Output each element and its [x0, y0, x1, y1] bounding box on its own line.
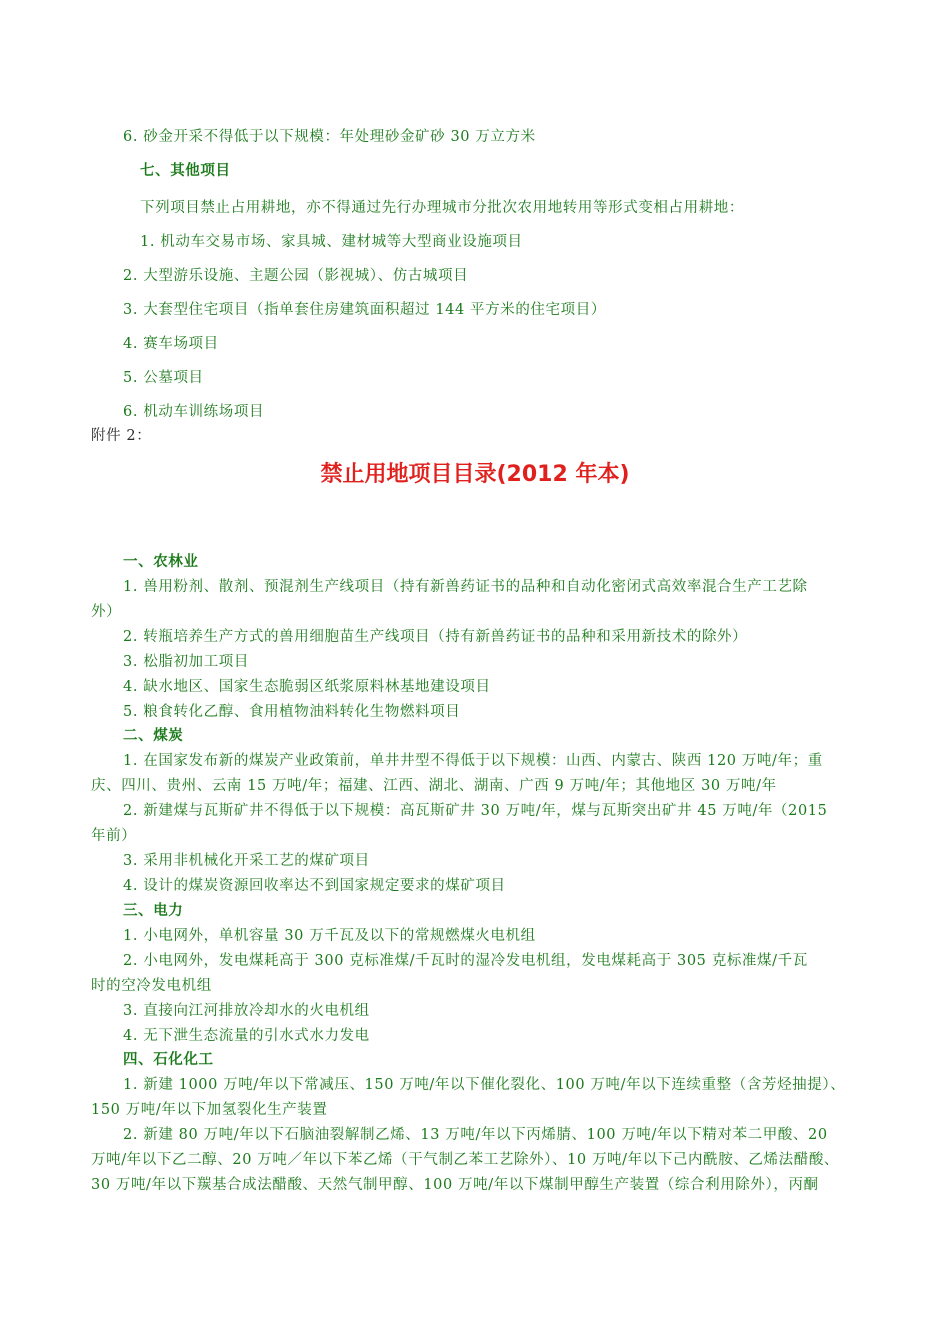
attachment-label: 附件 2：	[91, 428, 152, 444]
coal-line: 1. 在国家发布新的煤炭产业政策前，单井井型不得低于以下规模：山西、内蒙古、陕西 120 万吨/年；重	[123, 753, 823, 769]
list-item: 3. 大套型住宅项目（指单套住房建筑面积超过 144 平方米的住宅项目）	[123, 302, 606, 318]
power-line: 4. 无下泄生态流量的引水式水力发电	[123, 1028, 370, 1044]
heading-petrochem: 四、石化化工	[123, 1052, 214, 1068]
coal-line: 2. 新建煤与瓦斯矿井不得低于以下规模：高瓦斯矿井 30 万吨/年，煤与瓦斯突出矿井 45 万吨/年（2015	[123, 803, 828, 819]
coal-line: 4. 设计的煤炭资源回收率达不到国家规定要求的煤矿项目	[123, 878, 506, 894]
coal-line: 年前）	[91, 828, 137, 844]
petrochem-line: 万吨/年以下乙二醇、20 万吨／年以下苯乙烯（干气制乙苯工艺除外）、10 万吨/年以下己内酰胺、乙烯法醋酸、	[91, 1152, 840, 1168]
coal-line: 庆、四川、贵州、云南 15 万吨/年；福建、江西、湖北、湖南、广西 9 万吨/年；其他地区 30 万吨/年	[91, 778, 777, 794]
petrochem-line: 1. 新建 1000 万吨/年以下常减压、150 万吨/年以下催化裂化、100 万吨/年以下连续重整（含芳烃抽提）、	[123, 1077, 846, 1093]
heading-power: 三、电力	[123, 903, 184, 919]
list-item: 1. 机动车交易市场、家具城、建材城等大型商业设施项目	[140, 234, 523, 250]
sand-gold-item: 6. 砂金开采不得低于以下规模：年处理砂金矿砂 30 万立方米	[123, 129, 536, 145]
other-projects-intro: 下列项目禁止占用耕地，亦不得通过先行办理城市分批次农用地转用等形式变相占用耕地：	[140, 200, 744, 216]
power-line: 时的空冷发电机组	[91, 978, 212, 994]
power-line: 2. 小电网外，发电煤耗高于 300 克标准煤/千瓦时的湿冷发电机组，发电煤耗高于 305 克标准煤/千瓦	[123, 953, 808, 969]
petrochem-line: 2. 新建 80 万吨/年以下石脑油裂解制乙烯、13 万吨/年以下丙烯腈、100 万吨/年以下精对苯二甲酸、20	[123, 1127, 828, 1143]
agriculture-line: 4. 缺水地区、国家生态脆弱区纸浆原料林基地建设项目	[123, 679, 491, 695]
list-item: 4. 赛车场项目	[123, 336, 219, 352]
agriculture-line: 外）	[91, 604, 122, 620]
agriculture-line: 2. 转瓶培养生产方式的兽用细胞苗生产线项目（持有新兽药证书的品种和采用新技术的除外）	[123, 629, 748, 645]
list-item: 6. 机动车训练场项目	[123, 404, 265, 420]
list-item: 5. 公墓项目	[123, 370, 204, 386]
petrochem-line: 150 万吨/年以下加氢裂化生产装置	[91, 1102, 328, 1118]
heading-other-projects: 七、其他项目	[140, 163, 231, 179]
heading-agriculture: 一、农林业	[123, 554, 199, 570]
agriculture-line: 5. 粮食转化乙醇、食用植物油料转化生物燃料项目	[123, 704, 461, 720]
list-item: 2. 大型游乐设施、主题公园（影视城）、仿古城项目	[123, 268, 469, 284]
power-line: 3. 直接向江河排放冷却水的火电机组	[123, 1003, 370, 1019]
agriculture-line: 1. 兽用粉剂、散剂、预混剂生产线项目（持有新兽药证书的品种和自动化密闭式高效率混合生产工艺除	[123, 579, 808, 595]
power-line: 1. 小电网外，单机容量 30 万千瓦及以下的常规燃煤火电机组	[123, 928, 536, 944]
agriculture-line: 3. 松脂初加工项目	[123, 654, 249, 670]
petrochem-line: 30 万吨/年以下羰基合成法醋酸、天然气制甲醇、100 万吨/年以下煤制甲醇生产装置（综合利用除外），丙酮	[91, 1177, 819, 1193]
document-title: 禁止用地项目目录(2012 年本)	[320, 462, 630, 487]
coal-line: 3. 采用非机械化开采工艺的煤矿项目	[123, 853, 370, 869]
heading-coal: 二、煤炭	[123, 728, 184, 744]
